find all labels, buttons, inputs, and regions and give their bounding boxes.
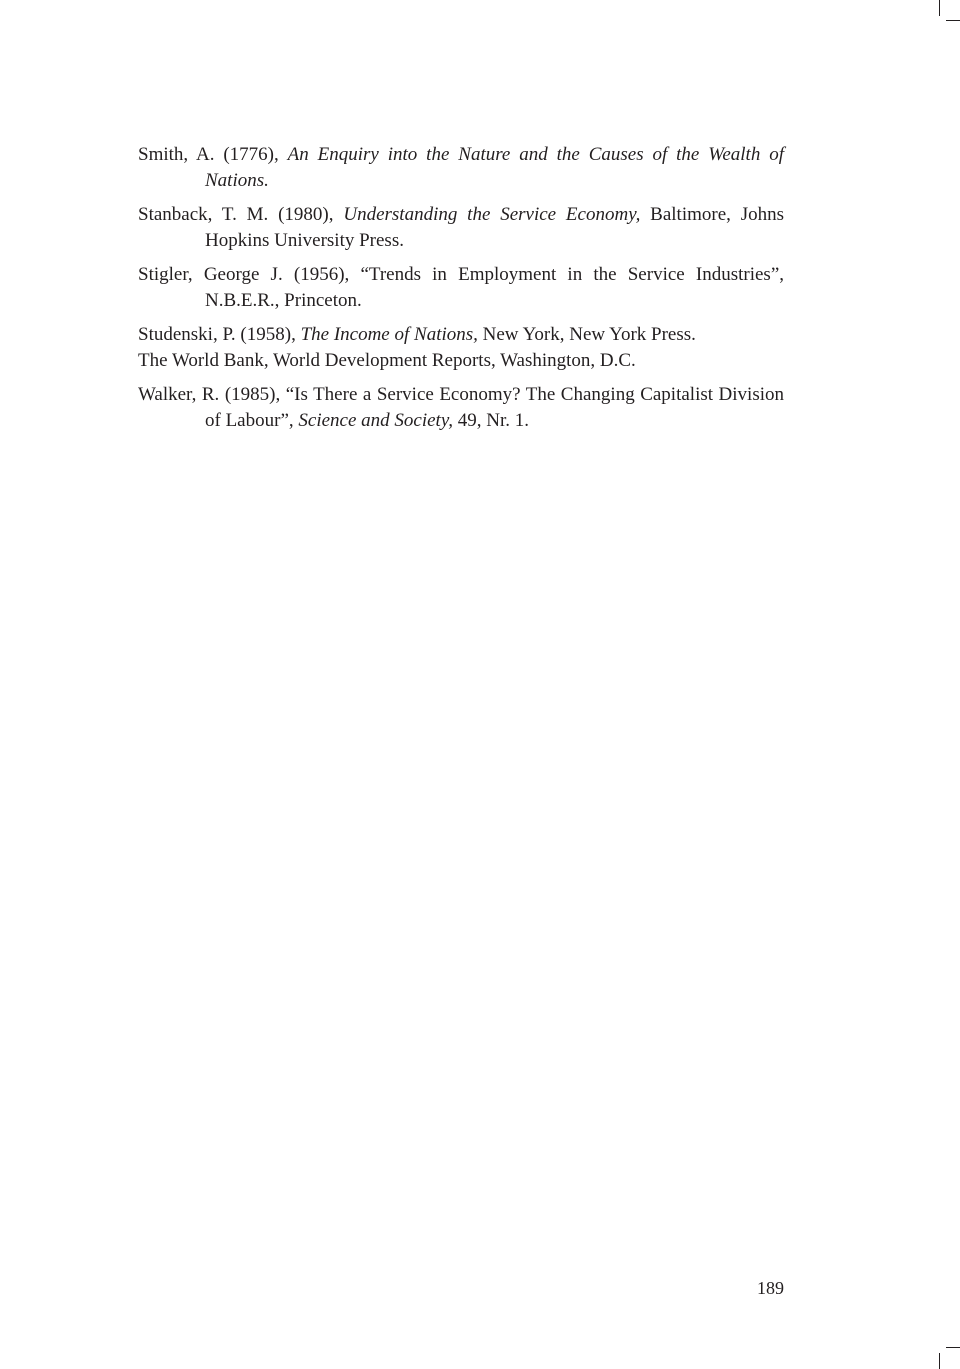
crop-mark-top-right-vertical bbox=[939, 0, 940, 16]
reference-entry bbox=[138, 202, 784, 254]
crop-mark-bottom-right-vertical bbox=[939, 1353, 940, 1369]
ref-segment: Baltimore, Johns Hopkins University Press. bbox=[205, 204, 784, 251]
ref-segment: 49, Nr. 1. bbox=[452, 410, 529, 431]
ref-segment-italic: Understanding the Service Economy, bbox=[343, 204, 641, 225]
reference-entry bbox=[138, 348, 784, 374]
reference-entry bbox=[138, 322, 784, 348]
ref-segment-italic: The Income of Nations, bbox=[300, 324, 478, 345]
ref-segment: New York, New York Press. bbox=[477, 324, 696, 345]
reference-list bbox=[138, 142, 784, 442]
ref-segment: Studenski, P. (1958), bbox=[138, 324, 301, 345]
reference-entry bbox=[138, 262, 784, 314]
crop-mark-top-right-horizontal bbox=[946, 20, 960, 21]
ref-segment-italic: An Enquiry into the Nature and the Causes of the Wealth of Nations. bbox=[205, 144, 784, 191]
ref-segment-italic: Science and Society, bbox=[298, 410, 453, 431]
ref-segment: Stanback, T. M. (1980), bbox=[138, 204, 344, 225]
ref-segment: The World Bank, World Development Reports, Washington, D.C. bbox=[138, 350, 636, 371]
ref-segment: Walker, R. (1985), “Is There a Service Economy? The Changing Capitalist Division of Labour”, bbox=[138, 384, 784, 431]
crop-mark-bottom-right-horizontal bbox=[946, 1347, 960, 1348]
ref-segment: Smith, A. (1776), bbox=[138, 144, 288, 165]
page-number: 189 bbox=[757, 1278, 784, 1298]
reference-entry bbox=[138, 142, 784, 194]
ref-segment: Stigler, George J. (1956), “Trends in Employment in the Service Industries”, N.B.E.R., Princeton. bbox=[138, 264, 784, 311]
reference-entry bbox=[138, 382, 784, 434]
